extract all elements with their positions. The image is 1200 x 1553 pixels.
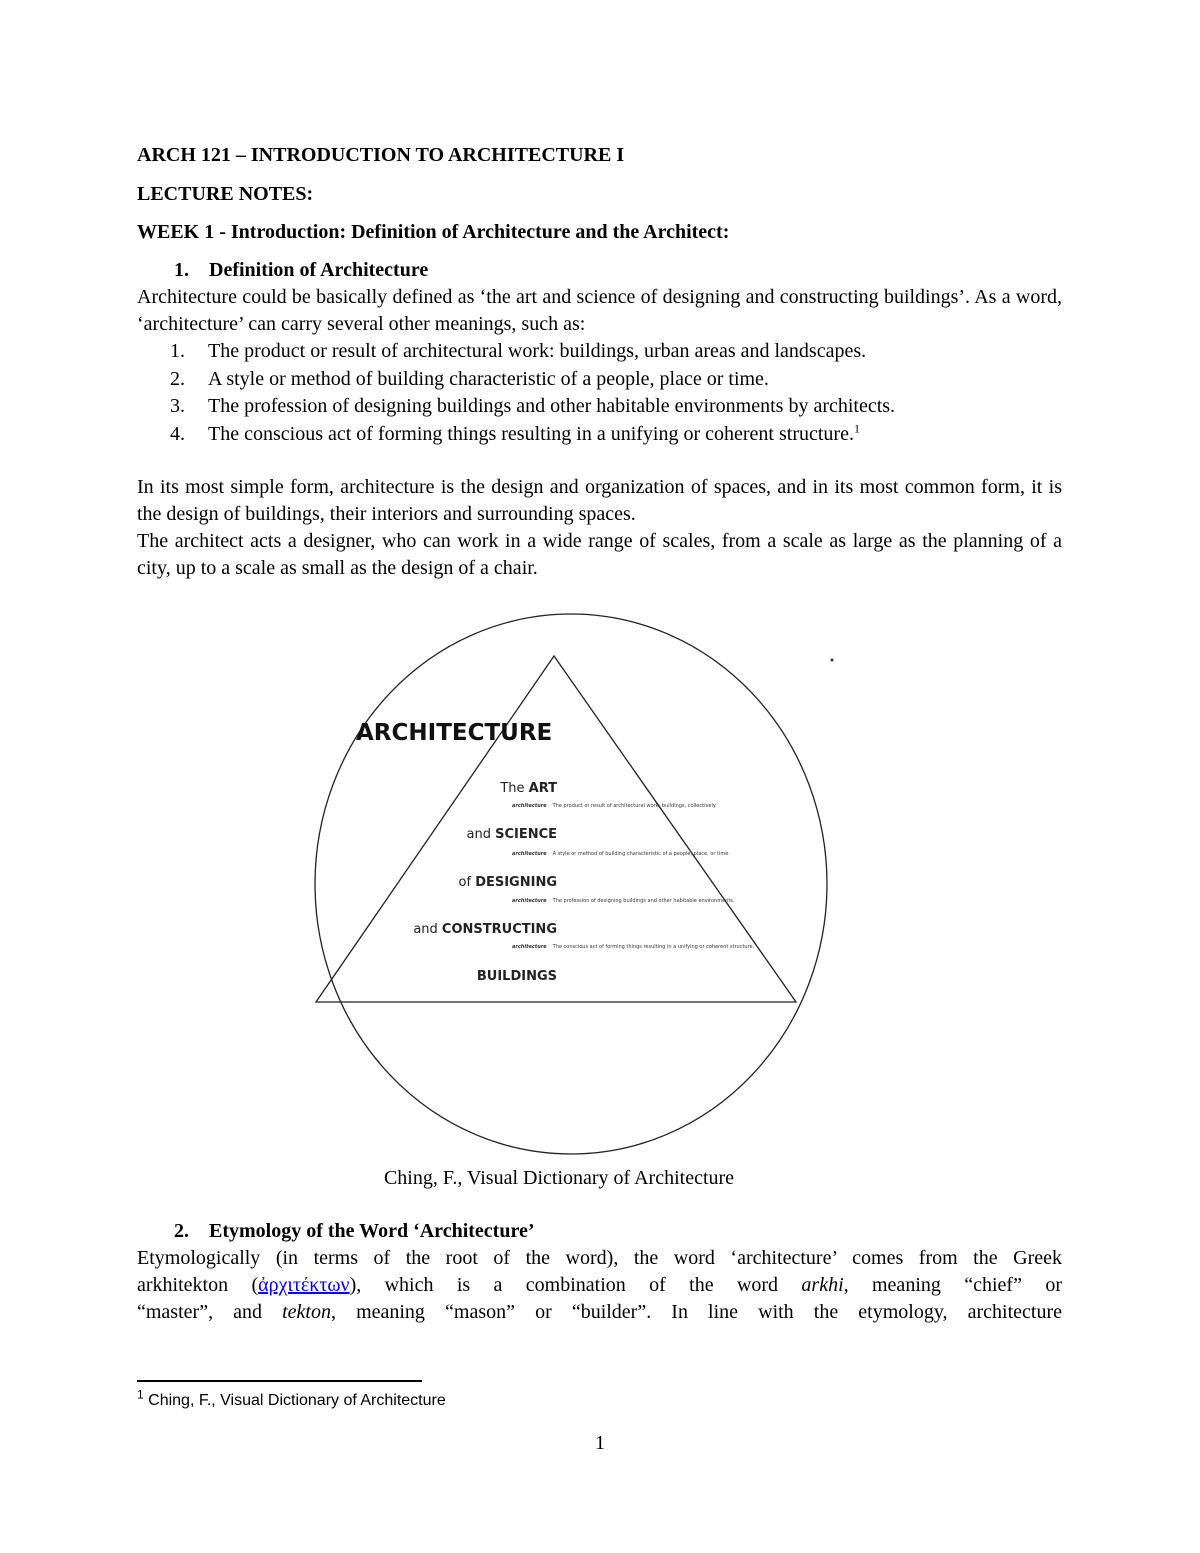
section2-heading: Etymology of the Word ‘Architecture’ [209,1220,535,1242]
week-heading: WEEK 1 - Introduction: Definition of Architecture and the Architect: [137,221,730,243]
diagram-sub-text: A style or method of building characteristic of a people, place, or time. [552,851,730,857]
diagram-sub-label: architecture [512,803,547,809]
section2-line1: Etymologically (in terms of the root of the word), the word ‘architecture’ comes from the Greek [137,1247,1062,1269]
diagram-row-prefix: The [500,781,529,796]
lecture-notes-heading: LECTURE NOTES: [137,183,314,205]
section1-number: 1. [174,259,189,281]
section1-heading: Definition of Architecture [209,259,429,281]
diagram-dot [831,659,834,662]
list-item-text: The product or result of architectural work: buildings, urban areas and landscapes. [208,340,867,362]
figure-caption: Ching, F., Visual Dictionary of Architecture [383,1167,735,1189]
section1-paragraph: Architecture could be basically defined as ‘the art and science of designing and constructing buildings’. As a word, ‘architecture’ can carry several other meanings, such as: [137,286,1062,335]
section1-paragraph3: The architect acts a designer, who can work in a wide range of scales, from a scale as large as the planning of a city, up to a scale as small as the design of a chair. [137,530,1062,579]
diagram-sub-label: architecture [512,898,547,904]
diagram-row-constructing [413,922,754,950]
list-item-number: 4. [170,422,185,445]
etymology-text: ), which is a combination of the word [349,1274,802,1296]
etymology-text: arkhitekton ( [137,1274,259,1296]
svg-text:and SCIENCE [466,827,557,842]
footnote-number: 1 [137,1387,144,1402]
section2-line3 [137,1299,1062,1326]
diagram-circle [315,614,827,1154]
diagram-title: ARCHITECTURE [356,720,553,746]
tekton-word: tekton [282,1301,331,1323]
list-item-number: 1. [170,340,185,362]
arkhi-word: arkhi [801,1274,844,1296]
footnote-text: Ching, F., Visual Dictionary of Architecture [143,1392,446,1409]
svg-text:architectureThe profession of [512,898,735,904]
svg-text:of DESIGNING [459,875,557,890]
section1-paragraph2: In its most simple form, architecture is the design and organization of spaces, and in its most common form, it is the design of buildings, their interiors and surrounding spaces. [137,476,1062,525]
list-item-number: 2. [170,367,185,390]
diagram-sub-label: architecture [512,851,547,857]
diagram-sub-label: architecture [512,944,547,950]
diagram-row-designing [459,875,735,904]
diagram-row-prefix: and [413,922,442,937]
diagram-base-word: BUILDINGS [476,969,557,984]
course-title: ARCH 121 – INTRODUCTION TO ARCHITECTURE I [137,144,625,166]
footnote-separator [137,1380,422,1382]
diagram-row-science [466,827,730,857]
list-item-number: 3. [170,395,185,417]
svg-text:The ART [499,781,557,796]
etymology-text: , meaning “mason” or “builder”. In line with the etymology, architecture [330,1301,1062,1323]
diagram-sub-text: The product or result of architectural work: buildings, collectively. [552,803,717,809]
svg-text:and CONSTRUCTING [413,922,557,937]
svg-text:architectureThe conscious act [512,944,755,950]
section2-number: 2. [174,1220,189,1242]
list-item-text: The profession of designing buildings and other habitable environments by architects. [208,395,896,417]
diagram-row-word: CONSTRUCTING [441,922,557,937]
etymology-text: , meaning “chief” or [843,1274,1062,1296]
diagram-row-word: DESIGNING [475,875,557,890]
page-number: 1 [595,1432,605,1454]
diagram-row-prefix: and [466,827,496,842]
diagram-row-prefix: of [458,875,476,890]
svg-text:architectureThe product or res [512,803,717,809]
list-item-text: A style or method of building characteristic of a people, place or time. [208,367,769,390]
etymology-text: “master”, and [137,1301,283,1323]
diagram-row-art [499,781,717,809]
diagram-row-word: ART [528,781,557,796]
diagram-sub-text: The conscious act of forming things resulting in a unifying or coherent structure. [552,944,755,950]
diagram-sub-text: The profession of designing buildings and other habitable environments. [552,898,735,904]
greek-word-link[interactable]: ἀρχιτέκτων [258,1274,350,1296]
diagram-row-word: SCIENCE [495,827,557,842]
section2-line2 [137,1272,1062,1299]
svg-text:architectureA style or method [512,851,730,857]
footnote-ref[interactable]: 1 [853,420,860,435]
footnote [137,1387,446,1410]
list-item-text-content: The conscious act of forming things resulting in a unifying or coherent structure. [208,422,854,445]
